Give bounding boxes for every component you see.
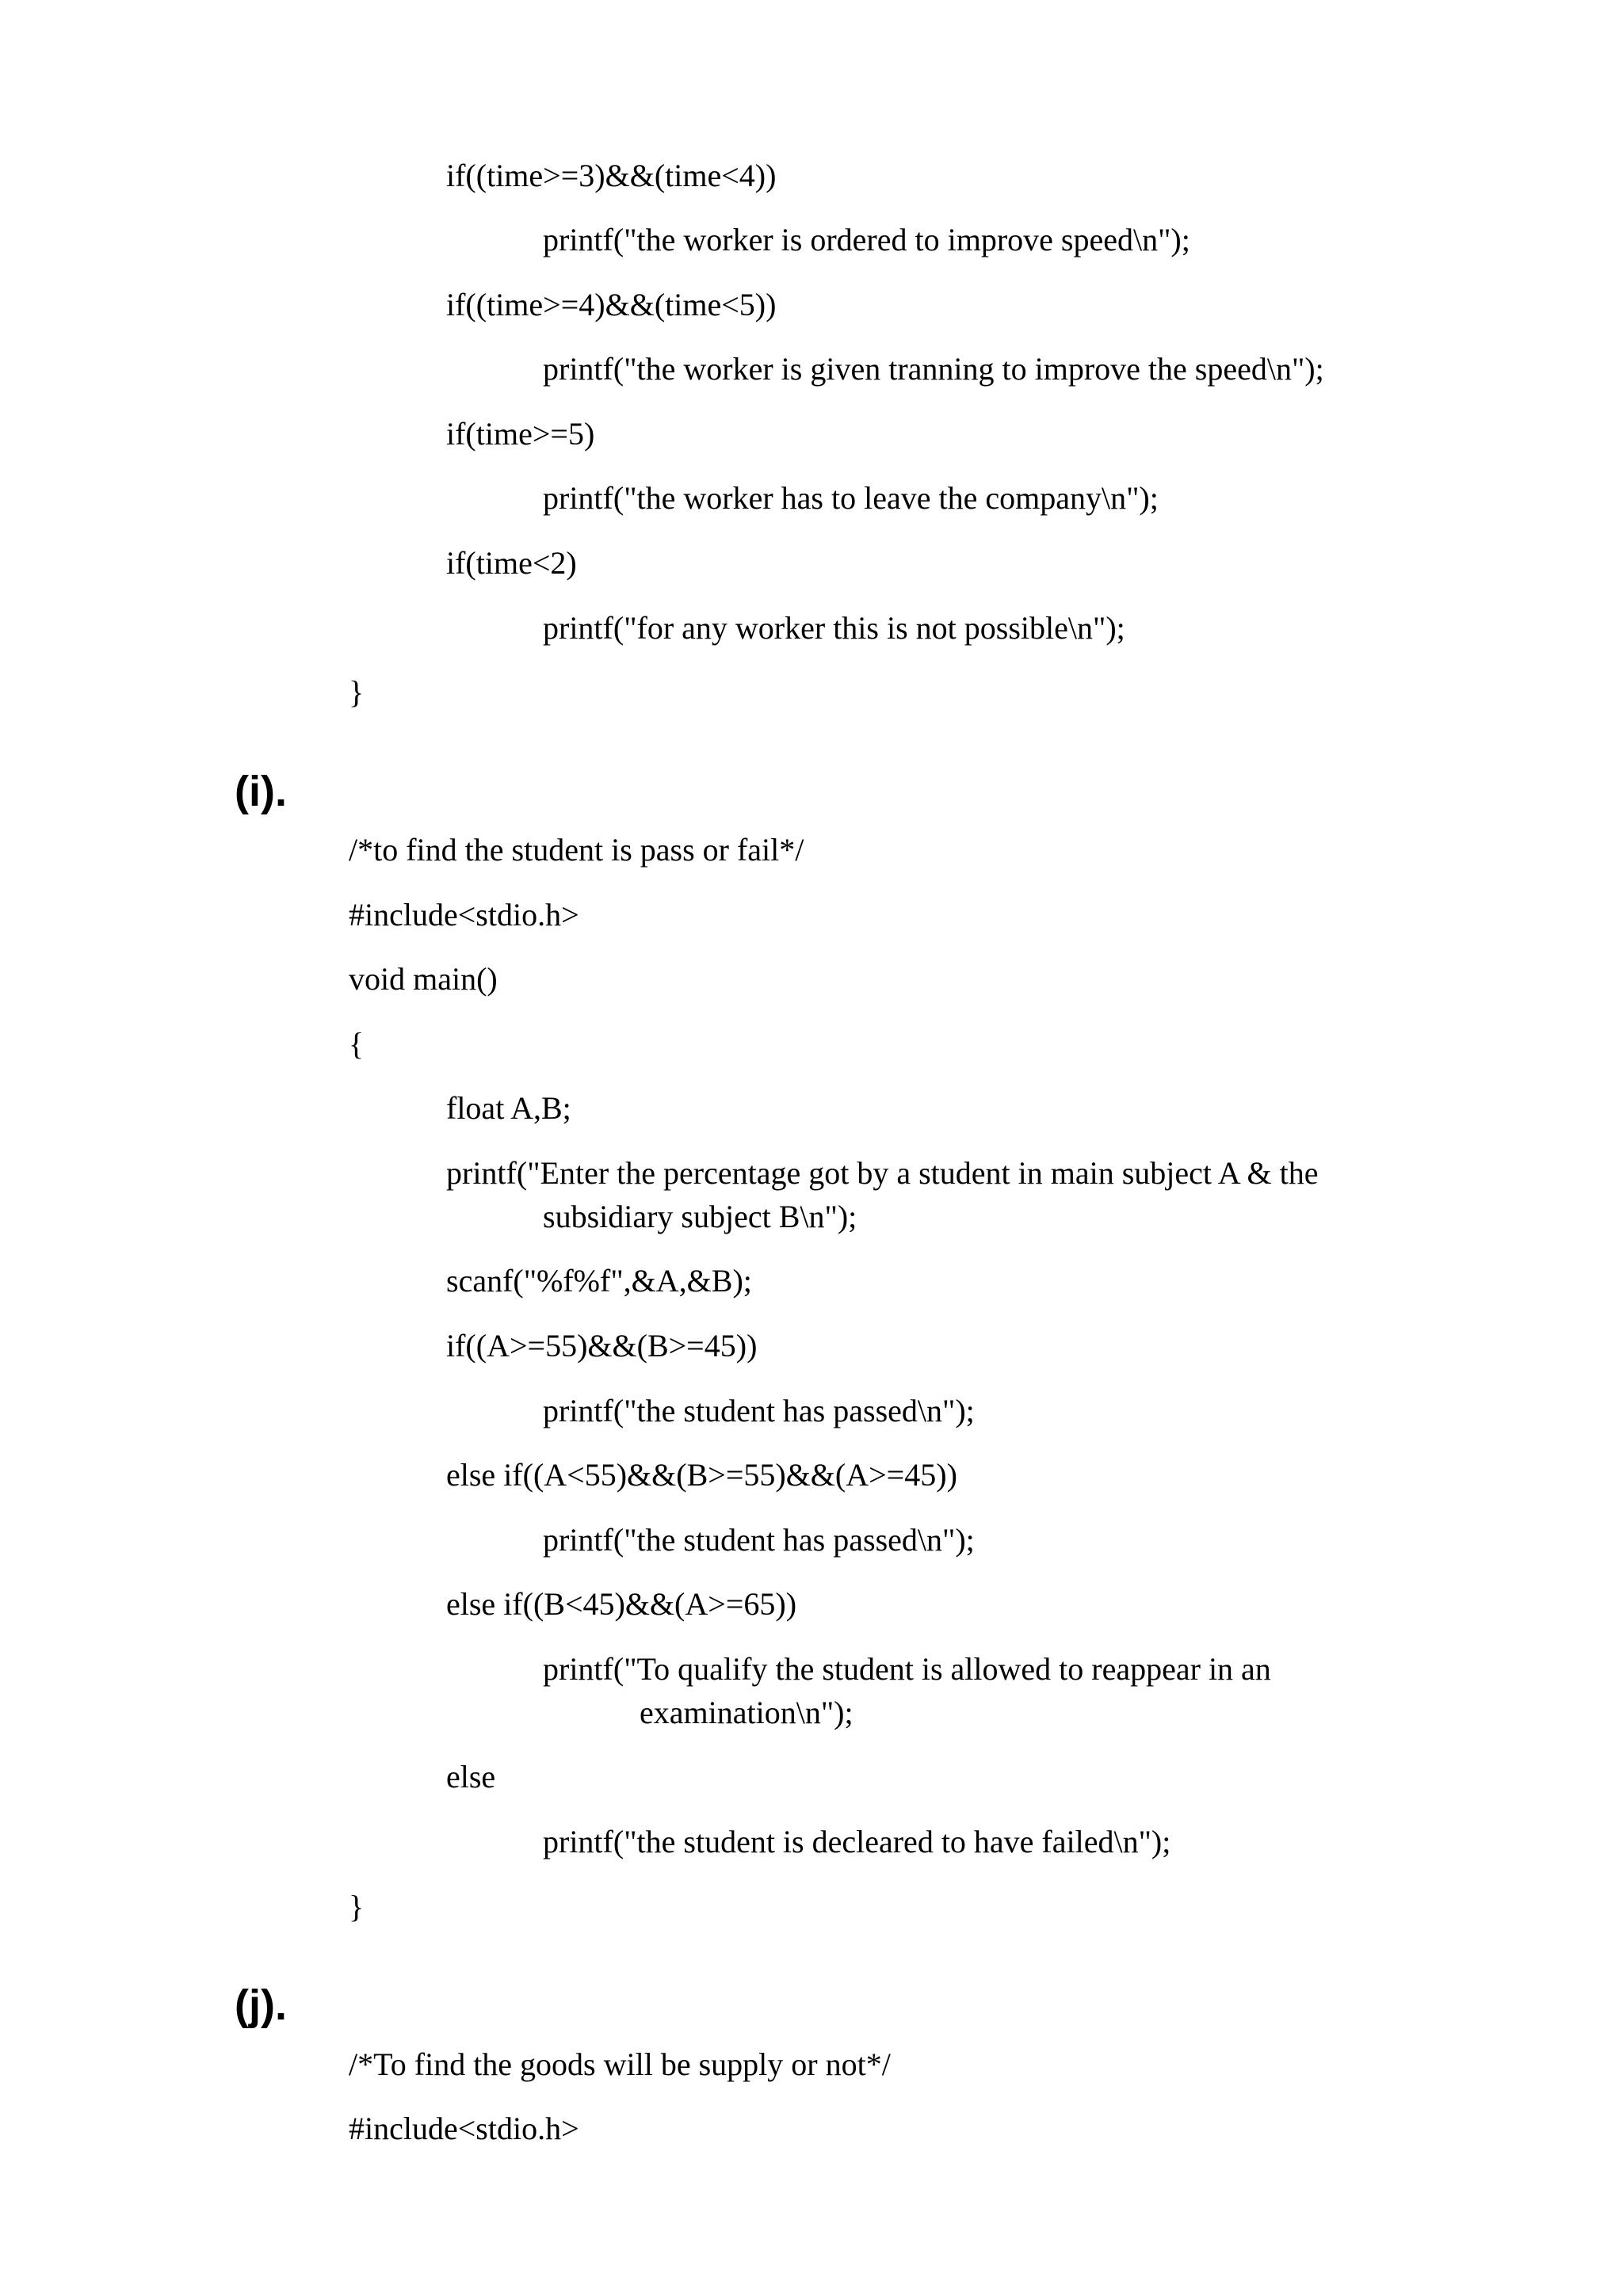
code-line: if(time>=5) xyxy=(446,416,595,452)
code-line: #include<stdio.h> xyxy=(349,897,579,933)
code-line: if(time<2) xyxy=(446,545,577,581)
code-line: printf("Enter the percentage got by a student in main subject A & the xyxy=(446,1155,1319,1191)
code-line: printf("the worker is ordered to improve speed\n"); xyxy=(543,222,1190,257)
code-comment: /*To find the goods will be supply or not*/ xyxy=(349,2046,891,2082)
code-line: printf("for any worker this is not possible\n"); xyxy=(543,610,1125,646)
code-line: float A,B; xyxy=(446,1090,571,1126)
code-line: { xyxy=(349,1026,365,1062)
code-line: else xyxy=(446,1759,496,1794)
code-line: else if((B<45)&&(A>=65)) xyxy=(446,1586,797,1622)
code-line: else if((A<55)&&(B>=55)&&(A>=45)) xyxy=(446,1457,957,1493)
code-line: printf("the worker has to leave the company\n"); xyxy=(543,480,1159,516)
code-line: void main() xyxy=(349,961,498,997)
code-line: printf("the worker is given tranning to improve the speed\n"); xyxy=(543,351,1324,387)
code-line: if((A>=55)&&(B>=45)) xyxy=(446,1328,758,1363)
code-line: } xyxy=(349,674,365,710)
code-line: printf("the student is decleared to have failed\n"); xyxy=(543,1824,1171,1859)
code-line: printf("To qualify the student is allowed to reappear in an xyxy=(543,1651,1271,1687)
code-line: if((time>=4)&&(time<5)) xyxy=(446,287,777,322)
code-comment: /*to find the student is pass or fail*/ xyxy=(349,832,804,868)
code-line: scanf("%f%f",&A,&B); xyxy=(446,1263,752,1299)
section-heading-i: (i). xyxy=(235,768,287,815)
code-line: if((time>=3)&&(time<4)) xyxy=(446,158,777,193)
code-line: #include<stdio.h> xyxy=(349,2111,579,2146)
code-line: examination\n"); xyxy=(640,1695,854,1730)
code-line: printf("the student has passed\n"); xyxy=(543,1393,975,1428)
code-line: } xyxy=(349,1889,365,1924)
section-heading-j: (j). xyxy=(235,1981,287,2029)
code-line: subsidiary subject B\n"); xyxy=(543,1199,857,1234)
code-line: printf("the student has passed\n"); xyxy=(543,1522,975,1558)
